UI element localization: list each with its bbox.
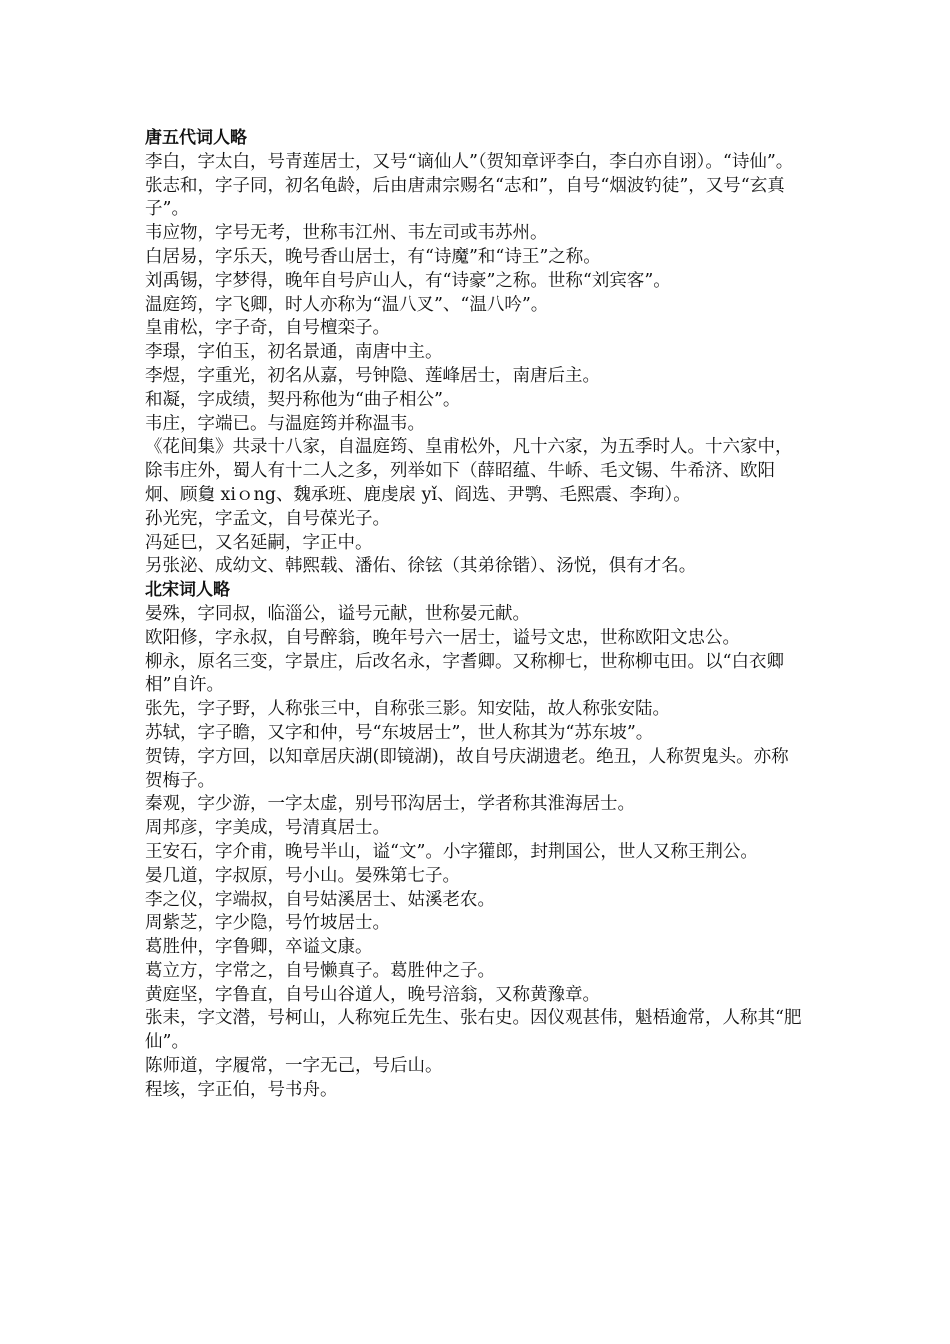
list-item: 李璟，字伯玉，初名景通，南唐中主。 bbox=[145, 342, 443, 363]
list-item: 程垓，字正伯，号书舟。 bbox=[145, 1079, 338, 1100]
list-item: 晏几道，字叔原，号小山。晏殊第七子。 bbox=[145, 865, 460, 886]
list-item: 李之仪，字端叔，自号姑溪居士、姑溪老农。 bbox=[145, 889, 495, 910]
list-item: 周邦彦，字美成，号清真居士。 bbox=[145, 818, 390, 839]
list-item: 贺铸，字方回，以知章居庆湖(即镜湖)，故自号庆湖遗老。绝丑，人称贺鬼头。亦称贺梅子。 bbox=[145, 746, 789, 791]
list-item: 葛立方，字常之，自号懒真子。葛胜仲之子。 bbox=[145, 960, 495, 981]
list-item: 孙光宪，字孟文，自号葆光子。 bbox=[145, 508, 390, 529]
list-item: 张先，字子野，人称张三中，自称张三影。知安陆，故人称张安陆。 bbox=[145, 699, 670, 720]
list-item: 张志和，字子同，初名龟龄，后由唐肃宗赐名“志和”，自号“烟波钓徒”，又号“玄真子”。 bbox=[145, 175, 785, 220]
list-item: 葛胜仲，字鲁卿，卒谥文康。 bbox=[145, 937, 373, 958]
section-heading: 唐五代词人略 bbox=[145, 128, 247, 148]
list-item: 王安石，字介甫，晚号半山，谥“文”。小字獾郎，封荆国公，世人又称王荆公。 bbox=[145, 841, 758, 862]
list-item: 皇甫松，字子奇，自号檀栾子。 bbox=[145, 318, 390, 339]
list-item: 周紫芝，字少隐，号竹坡居士。 bbox=[145, 913, 390, 934]
list-item: 李煜，字重光，初名从嘉，号钟隐、莲峰居士，南唐后主。 bbox=[145, 365, 600, 386]
list-item: 温庭筠，字飞卿，时人亦称为“温八叉”、“温八吟”。 bbox=[145, 294, 549, 315]
list-item: 柳永，原名三变，字景庄，后改名永，字耆卿。又称柳七，世称柳屯田。以“白衣卿相”自许。 bbox=[145, 651, 784, 696]
section-tang-wudai bbox=[145, 127, 805, 579]
list-item: 韦应物，字号无考，世称韦江州、韦左司或韦苏州。 bbox=[145, 223, 548, 244]
list-item: 另张泌、成幼文、韩熙载、潘佑、徐铉（其弟徐锴）、汤悦，俱有才名。 bbox=[145, 556, 697, 577]
list-item: 和凝，字成绩，契丹称他为“曲子相公”。 bbox=[145, 389, 461, 410]
list-item: 张耒，字文潜，号柯山，人称宛丘先生、张右史。因仪观甚伟，魁梧逾常，人称其“肥仙”。 bbox=[145, 1008, 802, 1053]
list-item: 陈师道，字履常，一字无己，号后山。 bbox=[145, 1056, 443, 1077]
list-item: 晏殊，字同叔，临淄公，谥号元献，世称晏元献。 bbox=[145, 603, 530, 624]
list-item: 黄庭坚，字鲁直，自号山谷道人，晚号涪翁，又称黄豫章。 bbox=[145, 984, 600, 1005]
list-item: 白居易，字乐天，晚号香山居士，有“诗魔”和“诗王”之称。 bbox=[145, 246, 601, 267]
list-item: 苏轼，字子瞻，又字和仲，号“东坡居士”，世人称其为“苏东坡”。 bbox=[145, 722, 654, 743]
list-item: 欧阳修，字永叔，自号醉翁，晚年号六一居士，谥号文忠，世称欧阳文忠公。 bbox=[145, 627, 740, 648]
list-item: 《花间集》共录十八家，自温庭筠、皇甫松外，凡十六家，为五季时人。十六家中，除韦庄外，蜀人有十二人之多，列举如下（薛昭蕴、牛峤、毛文锡、牛希济、欧阳炯、顾敻 xiｏng、魏承班、鹿虔扆 yǐ、阎选、尹鹗、毛熙震、李珣）。 bbox=[145, 437, 793, 505]
list-item: 刘禹锡，字梦得，晚年自号庐山人，有“诗豪”之称。世称“刘宾客”。 bbox=[145, 270, 671, 291]
document-body bbox=[145, 127, 805, 1103]
list-item: 韦庄，字端已。与温庭筠并称温韦。 bbox=[145, 413, 425, 434]
list-item: 冯延巳，又名延嗣，字正中。 bbox=[145, 532, 373, 553]
list-item: 秦观，字少游，一字太虚，别号邗沟居士，学者称其淮海居士。 bbox=[145, 794, 635, 815]
section-beisong bbox=[145, 579, 805, 1103]
section-heading: 北宋词人略 bbox=[145, 580, 230, 601]
list-item: 李白，字太白，号青莲居士，又号“谪仙人”（贺知章评李白，李白亦自诩）。“诗仙”。 bbox=[145, 151, 794, 172]
